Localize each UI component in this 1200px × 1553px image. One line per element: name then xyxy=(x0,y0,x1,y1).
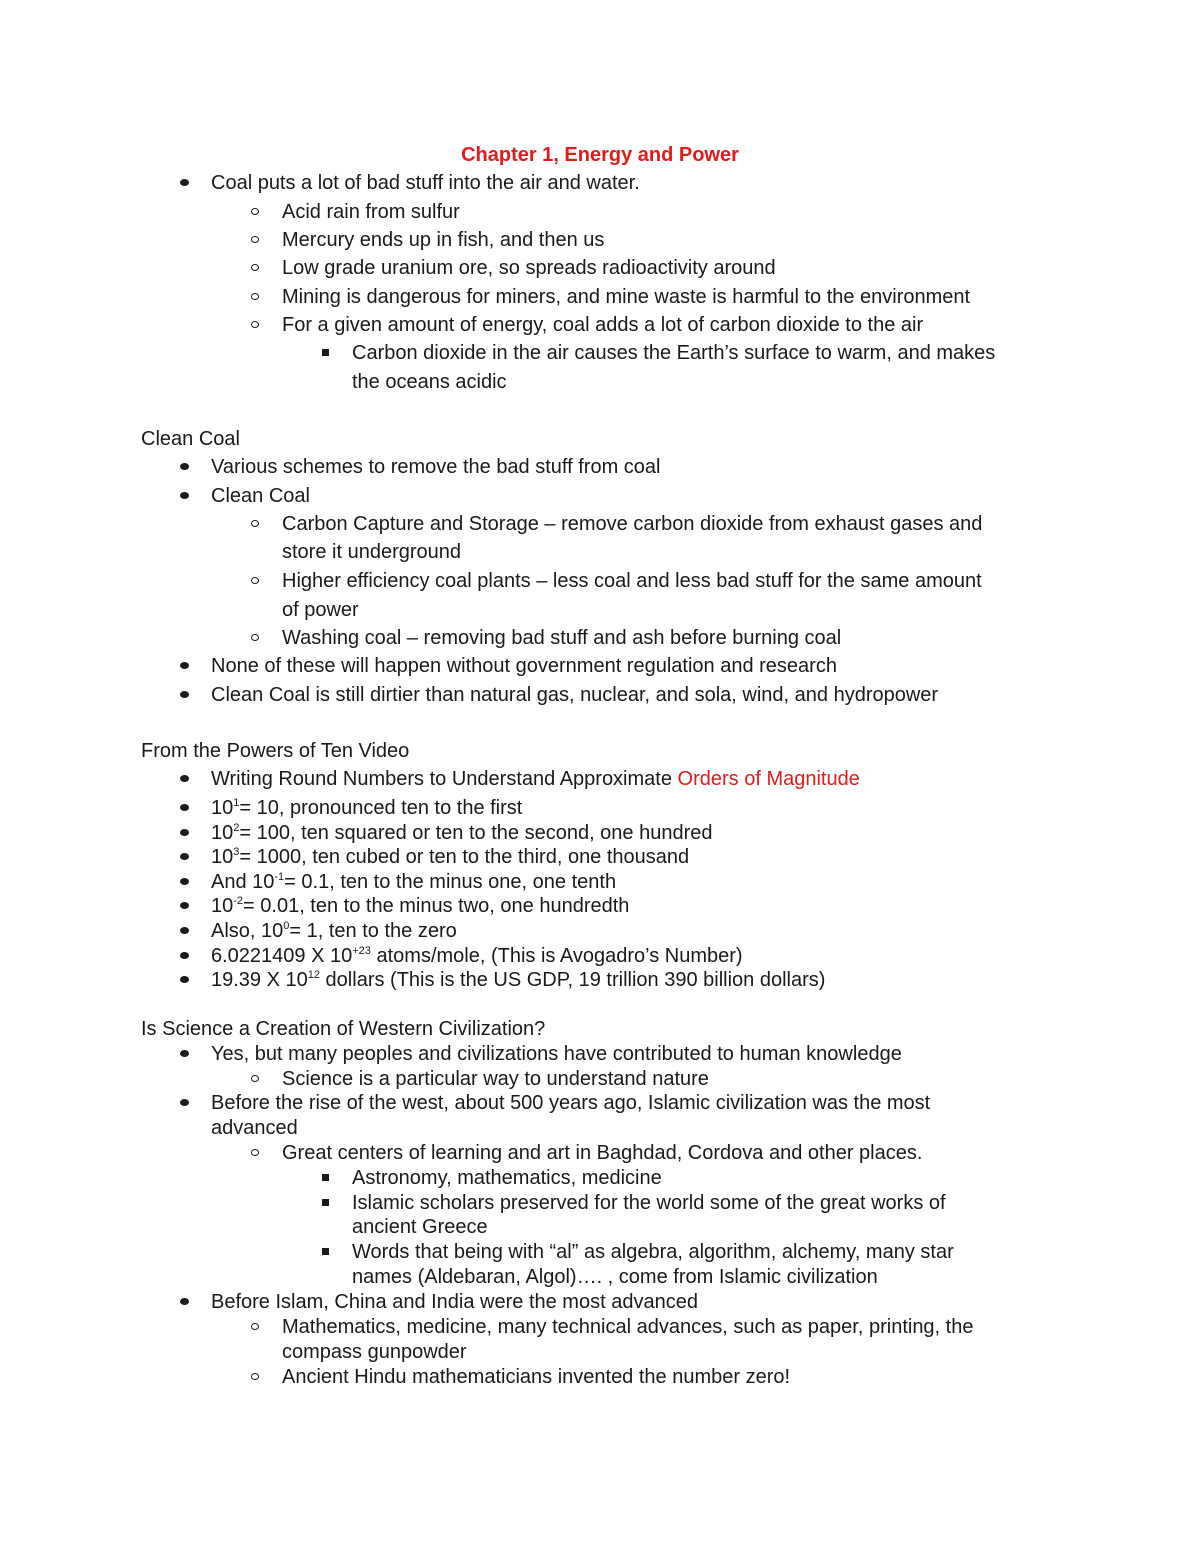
bullet-square xyxy=(315,1189,335,1217)
list-item: Before the rise of the west, about 500 years ago, Islamic civilization was the most xyxy=(211,1092,931,1114)
section-heading: Is Science a Creation of Western Civilization? xyxy=(141,1018,546,1040)
power-base: 10 xyxy=(211,822,234,844)
list-item: Washing coal – removing bad stuff and ash before burning coal xyxy=(282,627,842,649)
list-item xyxy=(211,765,860,793)
power-exponent: +23 xyxy=(352,945,371,957)
list-item: Astronomy, mathematics, medicine xyxy=(352,1167,662,1189)
power-description: = 1, ten to the zero xyxy=(289,920,457,942)
bullet-dot xyxy=(174,1040,194,1068)
power-exponent: 12 xyxy=(307,969,320,981)
bullet-ring xyxy=(245,1139,265,1167)
power-description: atoms/mole, (This is Avogadro’s Number) xyxy=(370,945,743,967)
power-description: = 10, pronounced ten to the first xyxy=(239,797,523,819)
section-heading: Clean Coal xyxy=(141,428,240,450)
list-item: Words that being with “al” as algebra, algorithm, alchemy, many star xyxy=(352,1241,954,1263)
power-description: = 1000, ten cubed or ten to the third, one thousand xyxy=(239,846,690,868)
bullet-ring xyxy=(245,198,265,226)
list-item-continuation: names (Aldebaran, Algol)…. , come from Islamic civilization xyxy=(352,1266,878,1288)
document-title: Chapter 1, Energy and Power xyxy=(461,144,739,166)
power-exponent: -1 xyxy=(274,871,285,883)
list-item: Clean Coal is still dirtier than natural gas, nuclear, and sola, wind, and hydropower xyxy=(211,684,939,706)
bullet-square xyxy=(315,1238,335,1266)
bullet-ring xyxy=(245,1313,265,1341)
section-heading: From the Powers of Ten Video xyxy=(141,740,410,762)
list-item: Mining is dangerous for miners, and mine waste is harmful to the environment xyxy=(282,286,971,308)
bullet-ring xyxy=(245,624,265,652)
bullet-square xyxy=(315,1164,335,1192)
bullet-dot xyxy=(174,652,194,680)
list-item: Islamic scholars preserved for the world some of the great works of xyxy=(352,1192,946,1214)
power-base: 6.0221409 X 10 xyxy=(211,945,353,967)
bullet-ring xyxy=(245,226,265,254)
bullet-dot xyxy=(174,765,194,793)
list-item-continuation: the oceans acidic xyxy=(352,371,507,393)
power-of-ten-item xyxy=(211,843,689,871)
power-exponent: 0 xyxy=(283,920,290,932)
bullet-ring xyxy=(245,567,265,595)
list-item: Yes, but many peoples and civilizations have contributed to human knowledge xyxy=(211,1043,902,1065)
list-item: Acid rain from sulfur xyxy=(282,201,460,223)
bullet-dot xyxy=(174,169,194,197)
bullet-ring xyxy=(245,510,265,538)
bullet-dot xyxy=(174,917,194,945)
list-item-continuation: store it underground xyxy=(282,541,462,563)
list-item: None of these will happen without government regulation and research xyxy=(211,655,837,677)
power-exponent: -2 xyxy=(233,895,244,907)
list-item: Science is a particular way to understand nature xyxy=(282,1068,709,1090)
power-of-ten-item xyxy=(211,892,629,920)
list-item: Coal puts a lot of bad stuff into the air and water. xyxy=(211,172,640,194)
list-item: Mathematics, medicine, many technical advances, such as paper, printing, the xyxy=(282,1316,974,1338)
power-exponent: 1 xyxy=(233,797,240,809)
list-item-text: Writing Round Numbers to Understand Approximate xyxy=(211,768,678,790)
bullet-dot xyxy=(174,1288,194,1316)
list-item: Low grade uranium ore, so spreads radioactivity around xyxy=(282,257,776,279)
list-item-continuation: compass gunpowder xyxy=(282,1341,467,1363)
power-base: And 10 xyxy=(211,871,275,893)
list-item: Clean Coal xyxy=(211,485,310,507)
bullet-ring xyxy=(245,254,265,282)
power-base: 19.39 X 10 xyxy=(211,969,308,991)
bullet-ring xyxy=(245,1363,265,1391)
bullet-dot xyxy=(174,966,194,994)
power-description: = 100, ten squared or ten to the second, one hundred xyxy=(239,822,713,844)
power-exponent: 3 xyxy=(233,846,240,858)
list-item: Mercury ends up in fish, and then us xyxy=(282,229,605,251)
bullet-ring xyxy=(245,283,265,311)
list-item: Great centers of learning and art in Baghdad, Cordova and other places. xyxy=(282,1142,923,1164)
power-description: dollars (This is the US GDP, 19 trillion 390 billion dollars) xyxy=(320,969,826,991)
bullet-dot xyxy=(174,681,194,709)
list-item-continuation: of power xyxy=(282,599,359,621)
bullet-square xyxy=(315,339,335,367)
bullet-dot xyxy=(174,794,194,822)
list-item: For a given amount of energy, coal adds a lot of carbon dioxide to the air xyxy=(282,314,924,336)
highlighted-term: Orders of Magnitude xyxy=(677,768,860,790)
list-item-continuation: ancient Greece xyxy=(352,1216,488,1238)
bullet-dot xyxy=(174,843,194,871)
power-base: 10 xyxy=(211,797,234,819)
power-description: = 0.1, ten to the minus one, one tenth xyxy=(284,871,617,893)
power-description: = 0.01, ten to the minus two, one hundredth xyxy=(243,895,630,917)
bullet-dot xyxy=(174,1089,194,1117)
bullet-ring xyxy=(245,311,265,339)
bullet-dot xyxy=(174,482,194,510)
power-base: Also, 10 xyxy=(211,920,284,942)
list-item: Higher efficiency coal plants – less coal and less bad stuff for the same amount xyxy=(282,570,982,592)
bullet-dot xyxy=(174,453,194,481)
power-of-ten-item xyxy=(211,917,457,945)
power-of-ten-item xyxy=(211,966,825,994)
list-item: Ancient Hindu mathematicians invented the number zero! xyxy=(282,1366,791,1388)
list-item: Before Islam, China and India were the most advanced xyxy=(211,1291,698,1313)
power-base: 10 xyxy=(211,895,234,917)
power-of-ten-item xyxy=(211,794,522,822)
list-item: Carbon dioxide in the air causes the Earth’s surface to warm, and makes xyxy=(352,342,996,364)
list-item-continuation: advanced xyxy=(211,1117,298,1139)
power-exponent: 2 xyxy=(233,822,240,834)
bullet-dot xyxy=(174,892,194,920)
list-item: Various schemes to remove the bad stuff from coal xyxy=(211,456,661,478)
power-base: 10 xyxy=(211,846,234,868)
list-item: Carbon Capture and Storage – remove carbon dioxide from exhaust gases and xyxy=(282,513,983,535)
